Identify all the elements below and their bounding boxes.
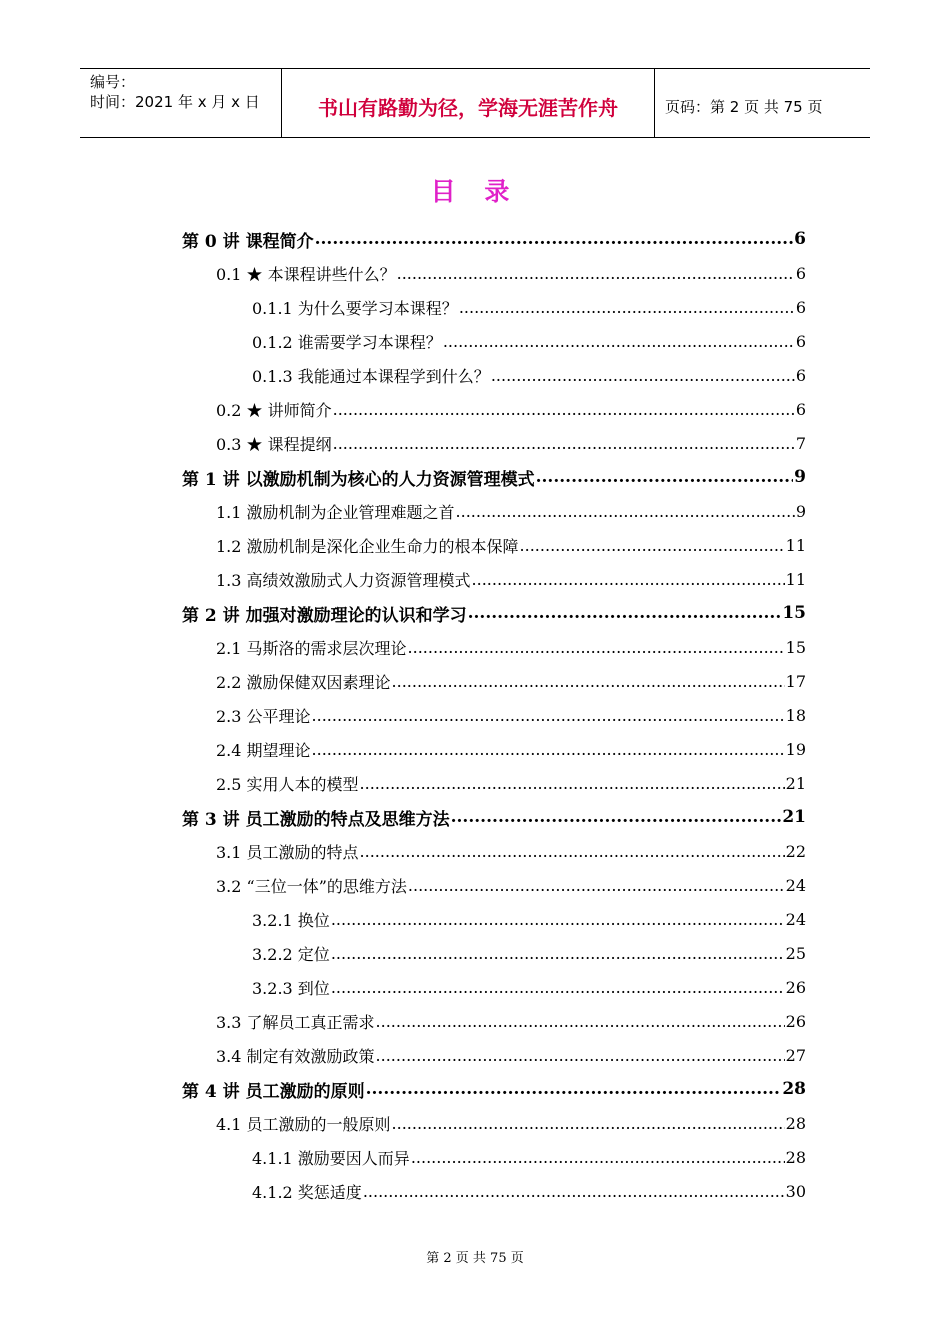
toc-entry-page: 26 <box>785 977 806 997</box>
toc-entry-text: 3.2.2 定位 <box>252 944 330 964</box>
header-motto: 书山有路勤为径，学海无涯苦作舟 <box>282 69 655 137</box>
header-page-info: 页码：第 2 页 共 75 页 <box>665 97 823 116</box>
toc-entry-text: 0.1.1 为什么要学习本课程？ <box>252 298 458 318</box>
toc-leader-dots <box>408 638 785 657</box>
toc-leader-dots <box>411 1148 785 1167</box>
toc-entry-page: 9 <box>795 501 806 521</box>
toc-entry-page: 6 <box>795 297 806 317</box>
toc-leader-dots <box>472 570 785 589</box>
toc-entry[interactable] <box>182 528 806 562</box>
toc-entry-text: 1.3 高绩效激励式人力资源管理模式 <box>216 570 471 590</box>
toc-entry-page: 26 <box>785 1011 806 1031</box>
page-footer: 第 2 页 共 75 页 <box>426 1251 524 1266</box>
toc-entry-text: 3.2 “三位一体”的思维方法 <box>216 876 407 896</box>
toc-entry-page: 6 <box>795 331 806 351</box>
toc-leader-dots <box>451 807 782 827</box>
toc-entry-page: 11 <box>785 569 806 589</box>
toc-entry-text: 2.4 期望理论 <box>216 740 311 760</box>
toc-entry-text: 2.2 激励保健双因素理论 <box>216 672 391 692</box>
toc-entry-page: 22 <box>785 841 806 861</box>
toc-leader-dots <box>536 467 794 487</box>
toc-entry[interactable] <box>182 698 806 732</box>
toc-entry-text: 第 1 讲 以激励机制为核心的人力资源管理模式 <box>182 469 535 490</box>
toc-entry-page: 15 <box>782 603 806 623</box>
toc-entry-page: 9 <box>794 467 806 487</box>
toc-leader-dots <box>456 502 795 521</box>
toc-entry[interactable] <box>182 1106 806 1140</box>
toc-leader-dots <box>392 1114 785 1133</box>
toc-entry-page: 30 <box>785 1181 806 1201</box>
toc-entry[interactable] <box>182 494 806 528</box>
toc-leader-dots <box>376 1012 785 1031</box>
toc-leader-dots <box>366 1079 782 1099</box>
toc-entry[interactable] <box>182 1004 806 1038</box>
toc-entry-page: 17 <box>785 671 806 691</box>
toc-entry-text: 第 2 讲 加强对激励理论的认识和学习 <box>182 605 467 626</box>
toc-entry-page: 7 <box>795 433 806 453</box>
toc-entry-page: 21 <box>785 773 806 793</box>
toc-entry-text: 第 0 讲 课程简介 <box>182 231 314 252</box>
toc-leader-dots <box>333 434 795 453</box>
toc-entry[interactable] <box>182 1140 806 1174</box>
toc-entry[interactable] <box>182 800 806 834</box>
toc-leader-dots <box>331 910 785 929</box>
toc-entry-page: 28 <box>785 1113 806 1133</box>
toc-entry[interactable] <box>182 834 806 868</box>
toc-entry-page: 24 <box>785 875 806 895</box>
toc-leader-dots <box>468 603 782 623</box>
toc-entry-text: 1.2 激励机制是深化企业生命力的根本保障 <box>216 536 519 556</box>
toc-entry[interactable] <box>182 562 806 596</box>
toc-entry[interactable] <box>182 970 806 1004</box>
toc-leader-dots <box>331 944 785 963</box>
toc-entry[interactable] <box>182 324 806 358</box>
toc-entry-text: 3.2.3 到位 <box>252 978 330 998</box>
toc-entry-page: 11 <box>785 535 806 555</box>
toc-entry[interactable] <box>182 222 806 256</box>
toc-leader-dots <box>360 842 785 861</box>
toc-leader-dots <box>312 706 785 725</box>
toc-entry[interactable] <box>182 1072 806 1106</box>
toc-entry[interactable] <box>182 460 806 494</box>
header-number-label: 编号： <box>90 73 136 91</box>
toc-entry-text: 4.1.2 奖惩适度 <box>252 1182 362 1202</box>
toc-entry-page: 24 <box>785 909 806 929</box>
toc-entry-text: 0.1.3 我能通过本课程学到什么？ <box>252 366 490 386</box>
toc-entry-page: 6 <box>795 399 806 419</box>
toc-entry[interactable] <box>182 766 806 800</box>
toc-leader-dots <box>376 1046 785 1065</box>
toc-entry[interactable] <box>182 596 806 630</box>
toc-entry-page: 18 <box>785 705 806 725</box>
toc-title: 目 录 <box>430 177 520 206</box>
toc-leader-dots <box>491 366 795 385</box>
toc-entry-page: 21 <box>782 807 806 827</box>
toc-entry-text: 3.4 制定有效激励政策 <box>216 1046 375 1066</box>
toc-entry-text: 3.1 员工激励的特点 <box>216 842 359 862</box>
toc-entry-text: 2.3 公平理论 <box>216 706 311 726</box>
toc-leader-dots <box>331 978 785 997</box>
toc-entry[interactable] <box>182 732 806 766</box>
toc-entry-text: 第 4 讲 员工激励的原则 <box>182 1081 365 1102</box>
toc-entry-page: 6 <box>794 229 806 249</box>
toc-entry-page: 25 <box>785 943 806 963</box>
toc-entry[interactable] <box>182 902 806 936</box>
toc-leader-dots <box>408 876 785 895</box>
toc-entry-text: 2.1 马斯洛的需求层次理论 <box>216 638 407 658</box>
toc-entry[interactable] <box>182 290 806 324</box>
toc-entry-page: 6 <box>795 263 806 283</box>
toc-entry-page: 27 <box>785 1045 806 1065</box>
toc-entry[interactable] <box>182 256 806 290</box>
toc-leader-dots <box>315 229 794 249</box>
toc-leader-dots <box>360 774 785 793</box>
toc-entry-text: 4.1.1 激励要因人而异 <box>252 1148 410 1168</box>
toc-entry-text: 1.1 激励机制为企业管理难题之首 <box>216 502 455 522</box>
toc-entry[interactable] <box>182 392 806 426</box>
toc-entry-page: 28 <box>785 1147 806 1167</box>
toc-entry-text: 4.1 员工激励的一般原则 <box>216 1114 391 1134</box>
toc-leader-dots <box>333 400 795 419</box>
toc-entry-page: 6 <box>795 365 806 385</box>
toc-entry-text: 0.1.2 谁需要学习本课程？ <box>252 332 442 352</box>
toc-entry-text: 3.2.1 换位 <box>252 910 330 930</box>
toc-entry[interactable] <box>182 1038 806 1072</box>
toc-entry-text: 0.2 ★ 讲师简介 <box>216 400 332 420</box>
toc-entry-page: 19 <box>785 739 806 759</box>
header-time-label: 时间：2021 年 x 月 x 日 <box>90 93 260 111</box>
toc-entry[interactable] <box>182 630 806 664</box>
toc-leader-dots <box>363 1182 785 1201</box>
toc-leader-dots <box>443 332 795 351</box>
toc-leader-dots <box>312 740 785 759</box>
toc-entry[interactable] <box>182 358 806 392</box>
toc-entry-text: 第 3 讲 员工激励的特点及思维方法 <box>182 809 450 830</box>
toc-leader-dots <box>397 264 795 283</box>
toc-leader-dots <box>392 672 785 691</box>
toc-entry-text: 2.5 实用人本的模型 <box>216 774 359 794</box>
toc-leader-dots <box>459 298 795 317</box>
toc-entry[interactable] <box>182 1174 806 1208</box>
toc-entry-text: 3.3 了解员工真正需求 <box>216 1012 375 1032</box>
toc-entry[interactable] <box>182 936 806 970</box>
toc-entry[interactable] <box>182 664 806 698</box>
page-header <box>80 68 870 138</box>
toc-entry-page: 28 <box>782 1079 806 1099</box>
toc-leader-dots <box>520 536 785 555</box>
toc-entry[interactable] <box>182 868 806 902</box>
toc-entry-page: 15 <box>785 637 806 657</box>
toc-entry[interactable] <box>182 426 806 460</box>
toc-entry-text: 0.1 ★ 本课程讲些什么？ <box>216 264 396 284</box>
table-of-contents <box>182 222 806 1208</box>
header-meta <box>80 69 282 137</box>
toc-entry-text: 0.3 ★ 课程提纲 <box>216 434 332 454</box>
